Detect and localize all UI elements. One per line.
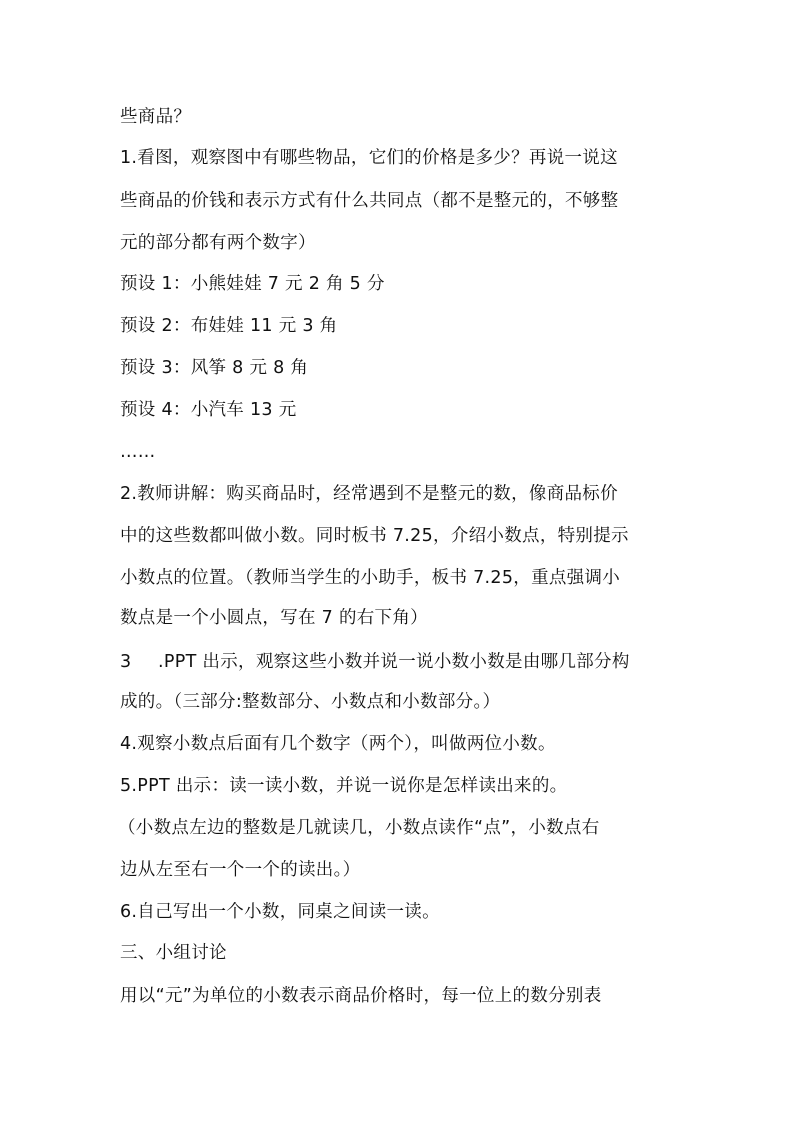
text-line: （小数点左边的整数是几就读几，小数点读作“点”，小数点右: [118, 818, 600, 838]
text-line: 元的部分都有两个数字）: [120, 233, 316, 253]
text-line: 6.自己写出一个小数，同桌之间读一读。: [120, 902, 440, 922]
text-line: 预设 2：布娃娃 11 元 3 角: [120, 316, 338, 336]
text-line: ……: [120, 442, 156, 462]
text-line: 预设 1：小熊娃娃 7 元 2 角 5 分: [120, 274, 385, 294]
text-line: 1.看图，观察图中有哪些物品，它们的价格是多少？再说一说这: [120, 148, 618, 168]
text-line: 数点是一个小圆点，写在 7 的右下角）: [120, 608, 428, 628]
section-heading: 三、小组讨论: [120, 943, 227, 963]
text-line: 2.教师讲解：购买商品时，经常遇到不是整元的数，像商品标价: [120, 484, 618, 504]
text-line: 小数点的位置。（教师当学生的小助手，板书 7.25，重点强调小: [120, 568, 621, 588]
text-line: 边从左至右一个一个的读出。）: [120, 860, 361, 880]
text-line: 些商品的价钱和表示方式有什么共同点（都不是整元的，不够整: [120, 191, 619, 211]
item-3-line: [120, 650, 680, 674]
text-line: 些商品？: [120, 107, 192, 127]
item-number: 3: [120, 652, 132, 672]
text-line: 用以“元”为单位的小数表示商品价格时，每一位上的数分别表: [120, 986, 602, 1006]
text-line: 成的。（三部分:整数部分、小数点和小数部分。）: [120, 692, 501, 712]
text-line: 预设 3：风筝 8 元 8 角: [120, 358, 309, 378]
text-line: 4.观察小数点后面有几个数字（两个），叫做两位小数。: [120, 734, 556, 754]
item-text: .PPT 出示，观察这些小数并说一说小数小数是由哪几部分构: [158, 652, 630, 672]
text-line: 中的这些数都叫做小数。同时板书 7.25，介绍小数点，特别提示: [120, 526, 629, 546]
text-line: 5.PPT 出示：读一读小数，并说一说你是怎样读出来的。: [120, 776, 568, 796]
text-line: 预设 4：小汽车 13 元: [120, 400, 297, 420]
